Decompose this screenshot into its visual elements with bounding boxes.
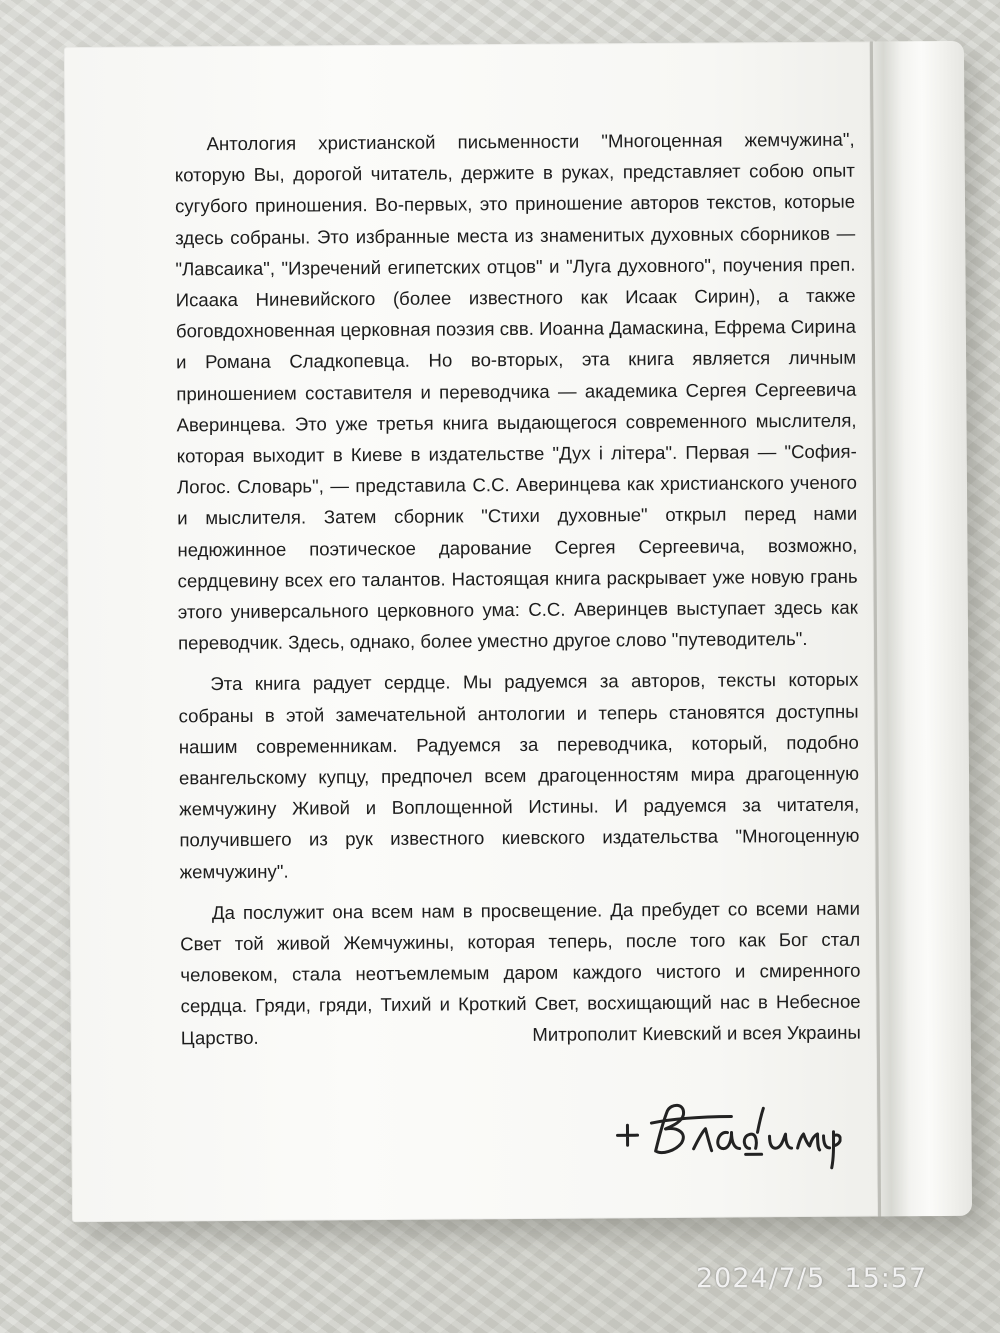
photo-timestamp: 2024/7/5 15:57 [696, 1263, 928, 1294]
paragraph-3: Да послужит она всем нам в просвещение. Да пребудет со всеми нами Свет той живой Жемчужины, которая теперь, после того как Бог стал человеком, стала неотъемлемым даром каждого чистого и смиренного сердца. Гряди, гряди, Тихий и Кроткий Свет, восхищающий нас в Небесное Царство. [180, 897, 861, 1049]
paragraph-1: Антология христианской письменности "Многоценная жемчужина", которую Вы, дорогой читатель, держите в руках, представляет собою опыт сугубого приношения. Во-первых, это приношение авторов текстов, которые здесь собраны. Это избранные места из знаменитых духовных сборников — "Лавсаика", "Изречений египетских отцов" и "Луга духовного", поучения преп. Исаака Ниневийского (более известного как Исаак Сирин), а также боговдохновенная церковная поэзия свв. Иоанна Дамаскина, Ефрема Сирина и Романа Сладкопевца. Но во-вторых, эта книга является личным приношением составителя и переводчика — академика Сергея Сергеевича Аверинцева. Это уже третья книга выдающегося современного мыслителя, которая выходит в Киеве в издательстве "Дух і літера". Первая — "София-Логос. Словарь", — представила С.С. Аверинцева как христианского ученого и мыслителя. Затем сборник "Стихи духовные" открыл перед нами недюжинное поэтическое дарование Сергея Сергеевича, возможно, сердцевину всех его талантов. Настоящая книга раскрывает уже новую грань этого универсального церковного ума: С.С. Аверинцев выступает здесь как переводчик. Здесь, однако, более уместно другое слово "путеводитель". [174, 128, 858, 654]
paragraph-2: Эта книга радует сердце. Мы радуемся за авторов, тексты которых собраны в этой замечательной антологии и теперь становятся доступны нашим современникам. Радуемся за переводчика, который, подобно евангельскому купцу, предпочел всем драгоценностям мира драгоценную жемчужину Живой и Воплощенной Истины. И радуемся за читателя, получившего из рук известного киевского издательства "Многоценную жемчужину". [178, 669, 860, 883]
cover-text [174, 124, 861, 1064]
book [64, 41, 972, 1222]
book-spine [870, 41, 972, 1217]
handwritten-signature [611, 1092, 842, 1174]
signature-title: Митрополит Киевский и всея Украины [532, 1021, 861, 1045]
